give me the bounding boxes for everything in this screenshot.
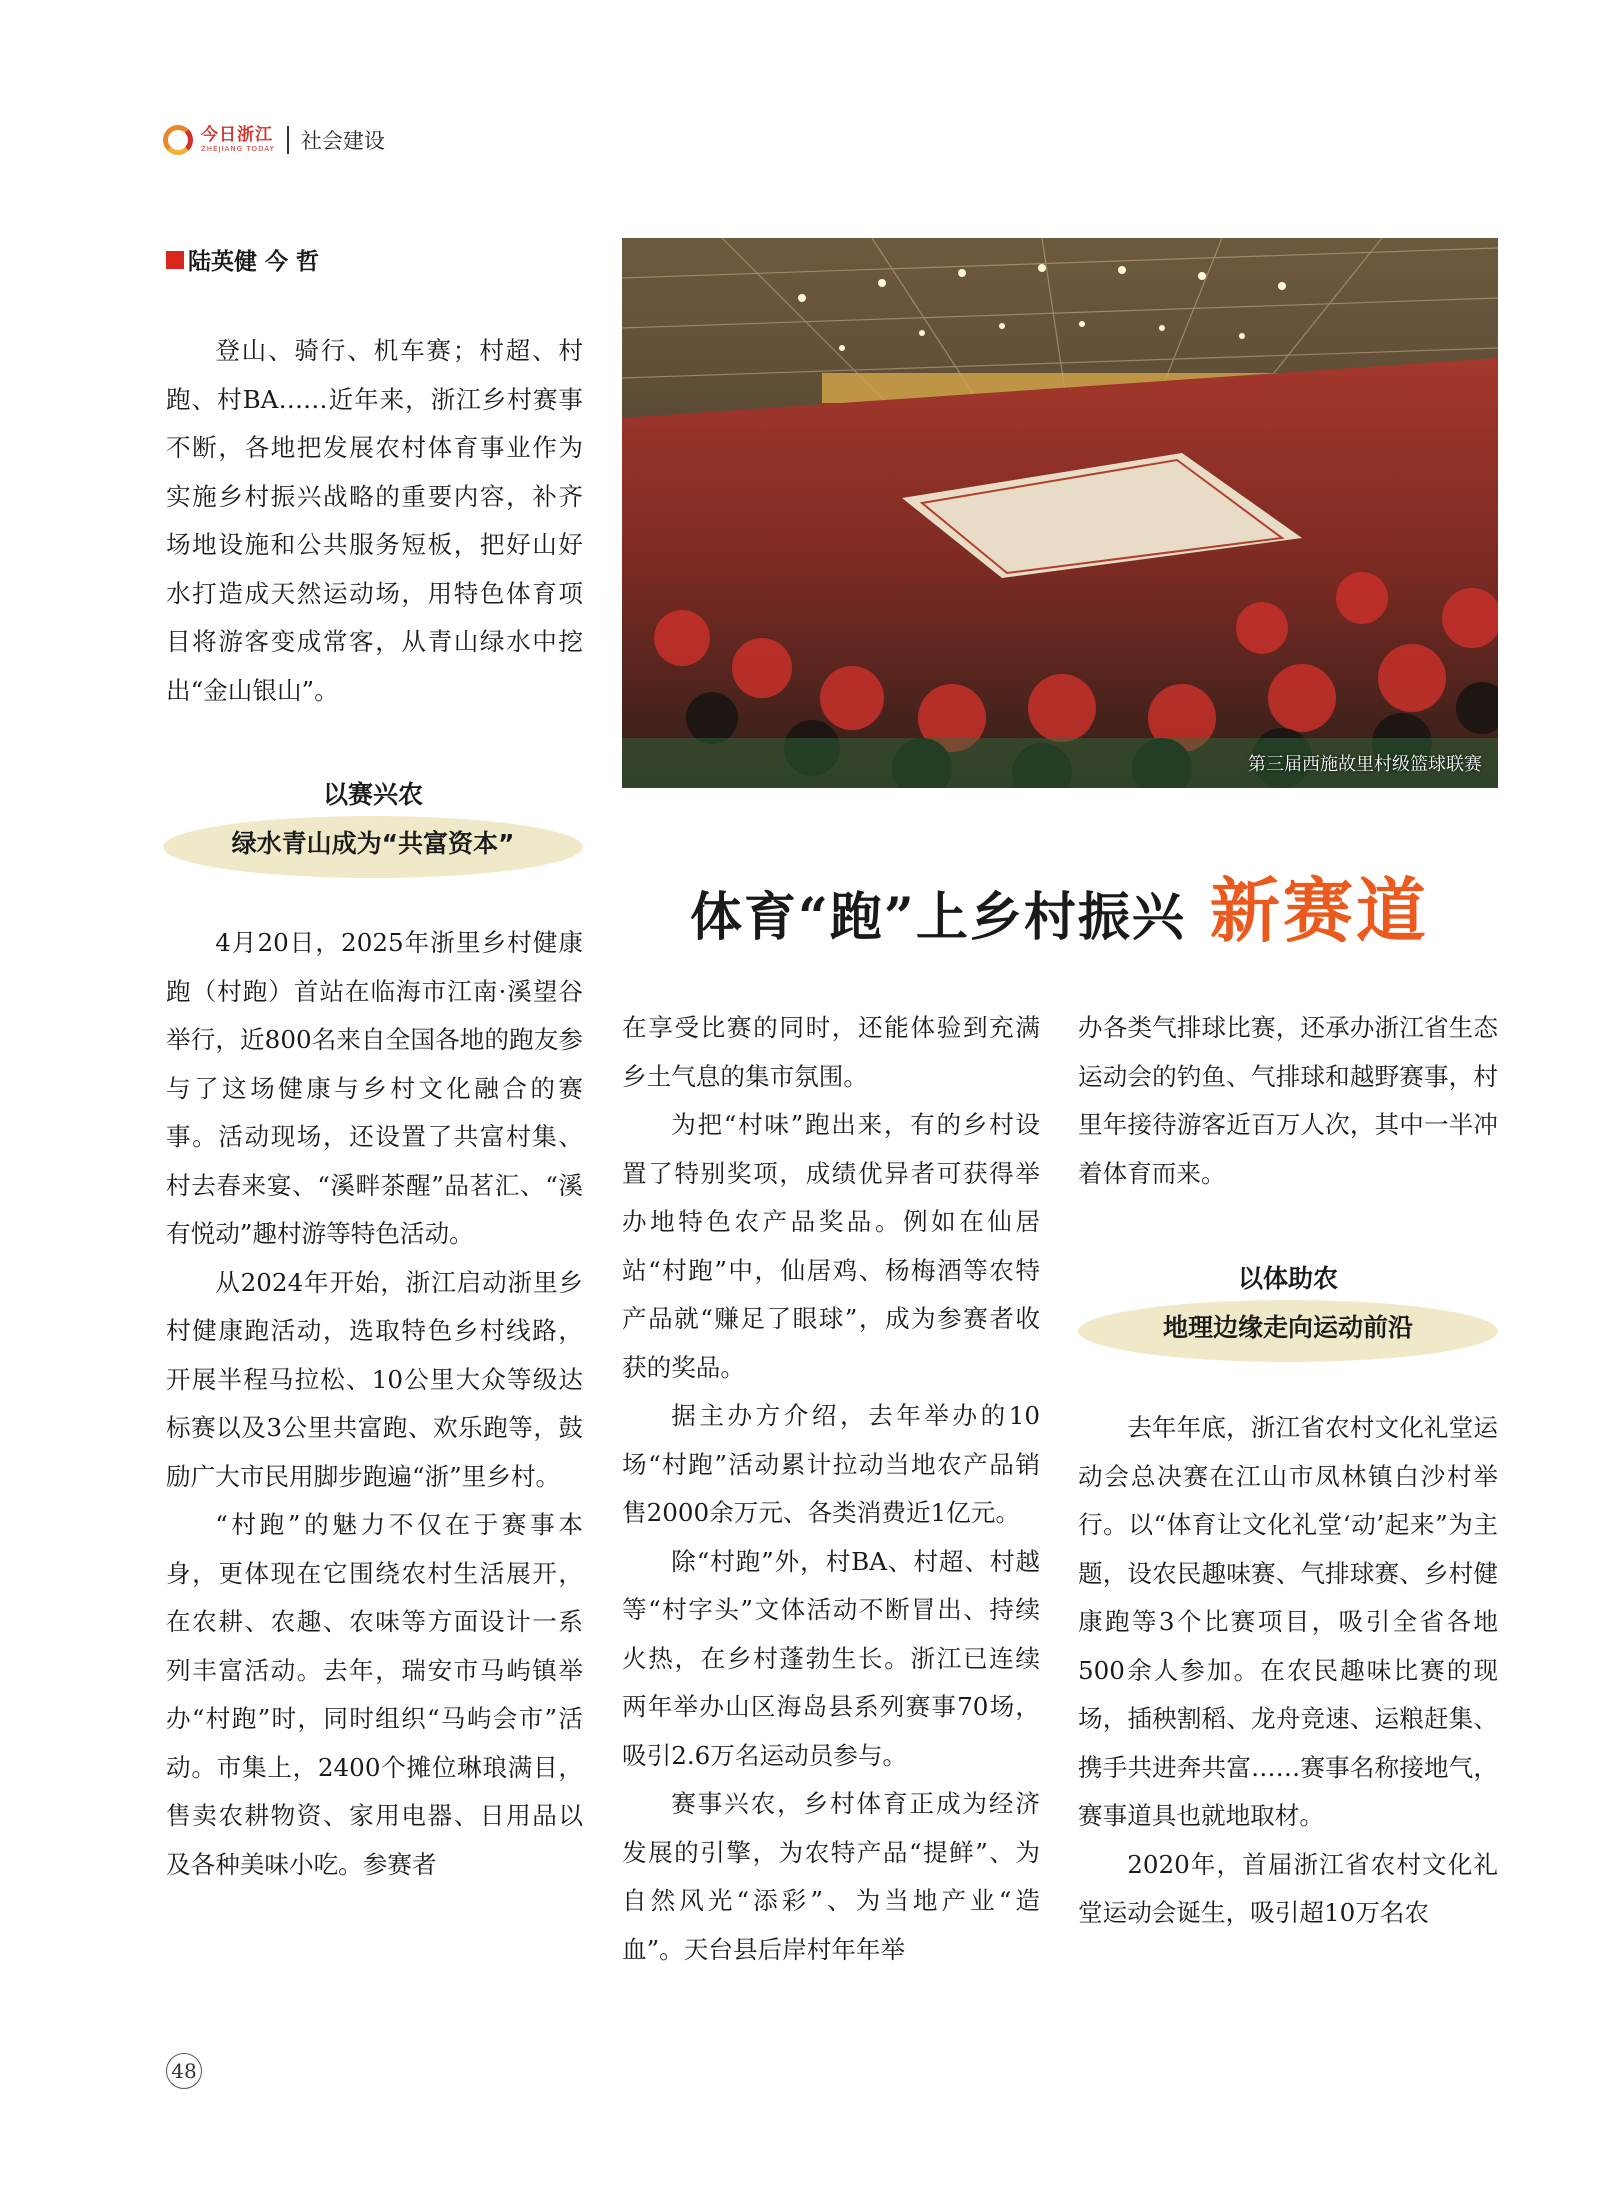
section-heading-2 [1078,1254,1498,1352]
section-heading-1 [163,770,583,868]
column-1-body [166,919,583,1889]
body-paragraph-7: 赛事兴农，乡村体育正成为经济发展的引擎，为农特产品“提鲜”、为自然风光“添彩”、为当地产业“造血”。天台县后岸村年年举 [622,1789,1040,1964]
title-accent: 新赛道 [1209,870,1429,952]
magazine-header [163,120,385,160]
body-paragraph-6: 除“村跑”外，村BA、村超、村越等“村字头”文体活动不断冒出、持续火热，在乡村蓬勃生长。浙江已连续两年举办山区海岛县系列赛事70场，吸引2.6万名运动员参与。 [622,1546,1040,1770]
section-heading-1-line2: 绿水青山成为“共富资本” [231,829,515,858]
column-3-body [1078,1404,1498,1938]
logo-subtext: ZHEJIANG TODAY [201,145,275,153]
page-number: 48 [166,2053,202,2089]
section-heading-1-line1: 以赛兴农 [322,780,423,809]
section-heading-2-line2: 地理边缘走向运动前沿 [1162,1313,1413,1342]
magazine-logo [201,127,275,153]
body-paragraph-9: 2020年，首届浙江省农村文化礼堂运动会诞生，吸引超10万名农 [1078,1849,1498,1927]
intro-paragraph: 登山、骑行、机车赛；村超、村跑、村BA……近年来，浙江乡村赛事不断，各地把发展农村体育事业作为实施乡村振兴战略的重要内容，补齐场地设施和公共服务短板，把好山好水打造成天然运动场，用特色体育项目将游客变成常客，从青山绿水中挖出“金山银山”。 [166,336,583,705]
header-divider [287,126,289,154]
body-paragraph-1: 4月20日，2025年浙里乡村健康跑（村跑）首站在临海市江南·溪望谷举行，近800名来自全国各地的跑友参与了这场健康与乡村文化融合的赛事。活动现场，还设置了共富村集、村去春来宴、“溪畔茶醒”品茗汇、“溪有悦动”趣村游等特色活动。 [166,928,583,1248]
title-main: 体育“跑”上乡村振兴 [690,887,1186,948]
arena-photo-illustration [622,238,1498,788]
section-name: 社会建设 [300,129,385,153]
body-paragraph-5: 据主办方介绍，去年举办的10场“村跑”活动累计拉动当地农产品销售2000余万元、各类消费近1亿元。 [622,1401,1040,1527]
intro-paragraph-block [166,327,583,715]
body-paragraph-3-continued: 在享受比赛的同时，还能体验到充满乡土气息的集市氛围。 [622,1013,1040,1091]
body-paragraph-4: 为把“村味”跑出来，有的乡村设置了特别奖项，成绩优异者可获得举办地特色农产品奖品。例如在仙居站“村跑”中，仙居鸡、杨梅酒等农特产品就“赚足了眼球”，成为参赛者收获的奖品。 [622,1110,1040,1382]
byline [166,243,319,276]
body-paragraph-3: “村跑”的魅力不仅在于赛事本身，更体现在它围绕农村生活展开，在农耕、农趣、农味等方面设计一系列丰富活动。去年，瑞安市马屿镇举办“村跑”时，同时组织“马屿会市”活动。市集上，2400个摊位琳琅满目，售卖农耕物资、家用电器、日用品以及各种美味小吃。参赛者 [166,1510,583,1879]
magazine-logo-icon [163,125,193,155]
arena-photo [622,238,1498,788]
body-paragraph-7-continued: 办各类气排球比赛，还承办浙江省生态运动会的钓鱼、气排球和越野赛事，村里年接待游客近百万人次，其中一半冲着体育而来。 [1078,1013,1498,1188]
photo-caption: 第三届西施故里村级篮球联赛 [1248,754,1482,775]
article-title [690,855,1429,956]
column-3-top [1078,1004,1498,1198]
column-2-body [622,1004,1040,1974]
section-heading-2-line1: 以体助农 [1237,1264,1338,1293]
body-paragraph-8: 去年年底，浙江省农村文化礼堂运动会总决赛在江山市凤林镇白沙村举行。以“体育让文化礼堂‘动’起来”为主题，设农民趣味赛、气排球赛、乡村健康跑等3个比赛项目，吸引全省各地500余人参加。在农民趣味比赛的现场，插秧割稻、龙舟竞速、运粮赶集、携手共进奔共富……赛事名称接地气，赛事道具也就地取材。 [1078,1413,1498,1830]
logo-text: 今日浙江 [201,125,273,145]
byline-marker [166,251,184,269]
body-paragraph-2: 从2024年开始，浙江启动浙里乡村健康跑活动，选取特色乡村线路，开展半程马拉松、10公里大众等级达标赛以及3公里共富跑、欢乐跑等，鼓励广大市民用脚步跑遍“浙”里乡村。 [166,1267,583,1491]
byline-authors: 陆英健 今 哲 [188,249,320,275]
